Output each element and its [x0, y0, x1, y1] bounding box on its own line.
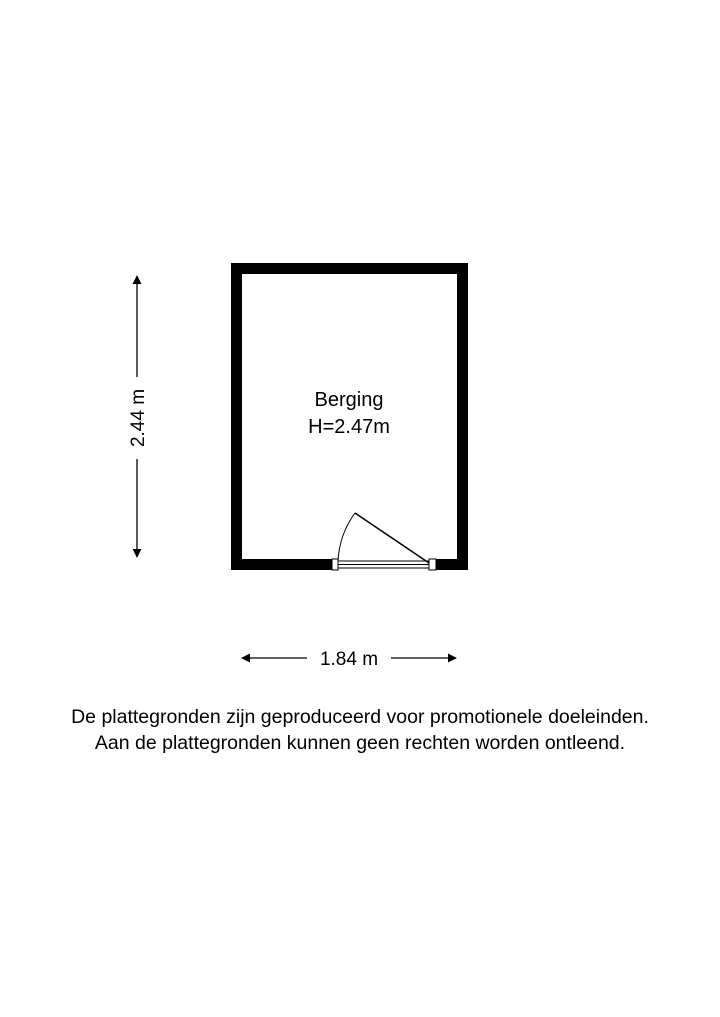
wall-bottom-right [436, 559, 468, 570]
door-leaf [355, 513, 429, 563]
disclaimer-line-1: De plattegronden zijn geproduceerd voor promotionele doeleinden. [71, 706, 649, 728]
door-jamb-right [429, 559, 436, 570]
room-height: H=2.47m [308, 416, 390, 438]
width-label: 1.84 m [319, 649, 379, 670]
disclaimer-line-2: Aan de plattegronden kunnen geen rechten worden ontleend. [94, 732, 626, 754]
door-jamb-left [332, 559, 338, 570]
door [332, 513, 436, 570]
depth-label: 2.44 m [128, 388, 149, 448]
room-name: Berging [314, 389, 384, 411]
wall-right [457, 263, 468, 570]
wall-bottom-left [231, 559, 332, 570]
wall-left [231, 263, 242, 570]
wall-top [231, 263, 468, 274]
horizontal-dimension [242, 649, 456, 670]
door-swing-arc [338, 513, 355, 561]
vertical-dimension [128, 276, 149, 557]
